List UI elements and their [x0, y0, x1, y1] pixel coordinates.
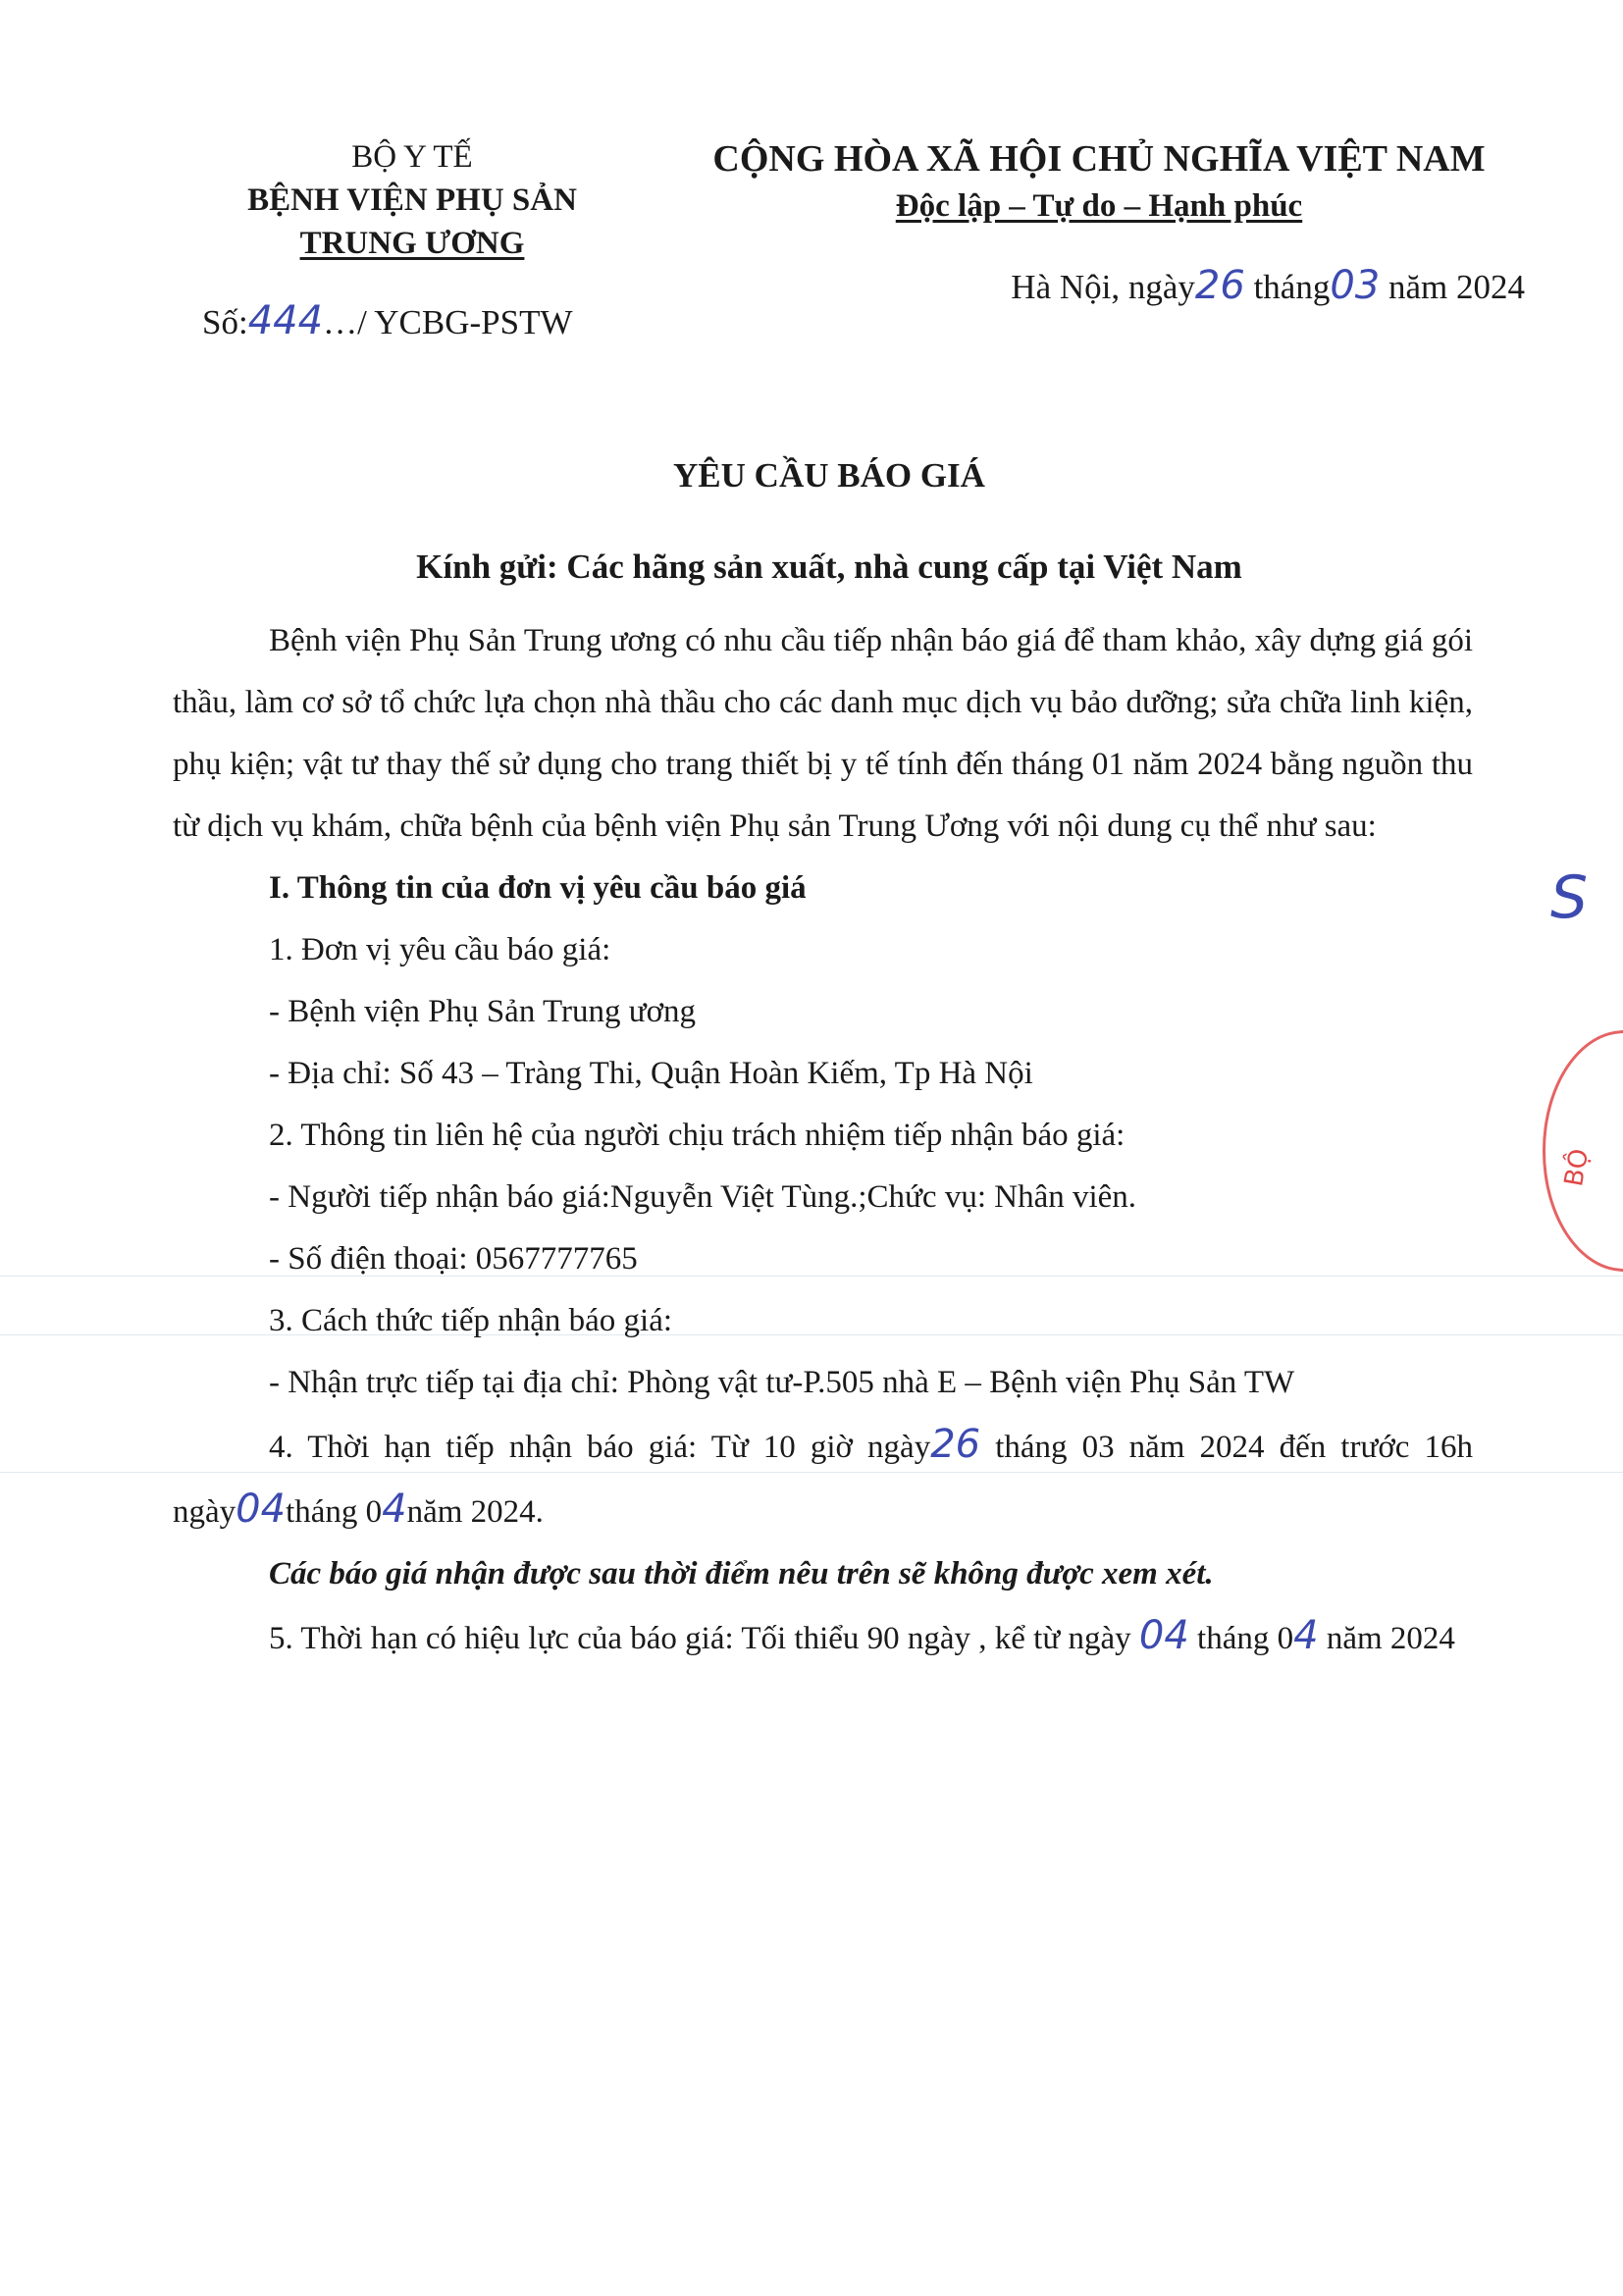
recipient-line: Kính gửi: Các hãng sản xuất, nhà cung cấp tại Việt Nam [416, 548, 1242, 586]
item-4: 4. Thời hạn tiếp nhận báo giá: Từ 10 giờ ngày26 tháng 03 năm 2024 đến trước 16h ngày04tháng 04năm 2024. [173, 1422, 1474, 1532]
hospital-name-line2: TRUNG ƯƠNG [299, 226, 525, 261]
intro-paragraph: Bệnh viện Phụ Sản Trung ương có nhu cầu tiếp nhận báo giá để tham khảo, xây dựng giá gói thầu, làm cơ sở tổ chức lựa chọn nhà thầu cho các danh mục dịch vụ bảo dưỡng; sửa chữa linh kiện, phụ kiện; vật tư thay thế sử dụng cho trang thiết bị y tế tính đến tháng 01 năm 2024 bằng nguồn thu từ dịch vụ khám, chữa bệnh của bệnh viện Phụ sản Trung Ương với nội dung cụ thể như sau: [173, 623, 1473, 844]
item-2-person: - Người tiếp nhận báo giá:Nguyễn Việt Tùng.;Chức vụ: Nhân viên. [269, 1179, 1137, 1215]
item-5: 5. Thời hạn có hiệu lực của báo giá: Tối thiểu 90 ngày , kể từ ngày 04 tháng 04 năm 2024 [269, 1613, 1455, 1658]
ministry-name: BỘ Y TẾ [351, 139, 473, 175]
document-body [173, 610, 1473, 1670]
handwritten-number: 444 [247, 298, 324, 343]
stamp-text: BỘ [1559, 1146, 1596, 1189]
republic-name: CỘNG HÒA XÃ HỘI CHỦ NGHĨA VIỆT NAM [712, 138, 1486, 180]
document-title: YÊU CẦU BÁO GIÁ [673, 456, 985, 495]
handwritten-day-1: 26 [930, 1422, 981, 1467]
handwritten-validity-month: 4 [1293, 1613, 1319, 1658]
handwritten-validity-day: 04 [1138, 1613, 1189, 1658]
national-motto: Độc lập – Tự do – Hạnh phúc [895, 188, 1303, 224]
document-date: Hà Nội, ngày26 tháng03 năm 2024 [1011, 263, 1525, 308]
hospital-name: BỆNH VIỆN PHỤ SẢN [247, 183, 577, 218]
document-number: Số:444…/ YCBG-PSTW [202, 298, 573, 343]
issuing-agency [196, 135, 628, 265]
handwritten-day-2: 04 [236, 1487, 287, 1532]
section-heading: I. Thông tin của đơn vị yêu cầu báo giá [269, 870, 807, 906]
item-2: 2. Thông tin liên hệ của người chịu trách nhiệm tiếp nhận báo giá: [269, 1118, 1126, 1153]
item-1-address: - Địa chỉ: Số 43 – Tràng Thi, Quận Hoàn Kiếm, Tp Hà Nội [269, 1056, 1033, 1091]
national-header [677, 135, 1521, 230]
item-1-name: - Bệnh viện Phụ Sản Trung ương [269, 994, 697, 1029]
item-2-phone: - Số điện thoại: 0567777765 [269, 1241, 638, 1277]
late-quote-notice: Các báo giá nhận được sau thời điểm nêu trên sẽ không được xem xét. [269, 1556, 1214, 1592]
signature-mark: S [1550, 863, 1589, 932]
item-3-direct: - Nhận trực tiếp tại địa chỉ: Phòng vật tư-P.505 nhà E – Bệnh viện Phụ Sản TW [269, 1365, 1295, 1400]
handwritten-month-2: 4 [382, 1487, 407, 1532]
handwritten-day: 26 [1194, 263, 1245, 308]
item-1: 1. Đơn vị yêu cầu báo giá: [269, 932, 611, 967]
handwritten-month: 03 [1330, 263, 1381, 308]
item-3: 3. Cách thức tiếp nhận báo giá: [269, 1303, 673, 1338]
